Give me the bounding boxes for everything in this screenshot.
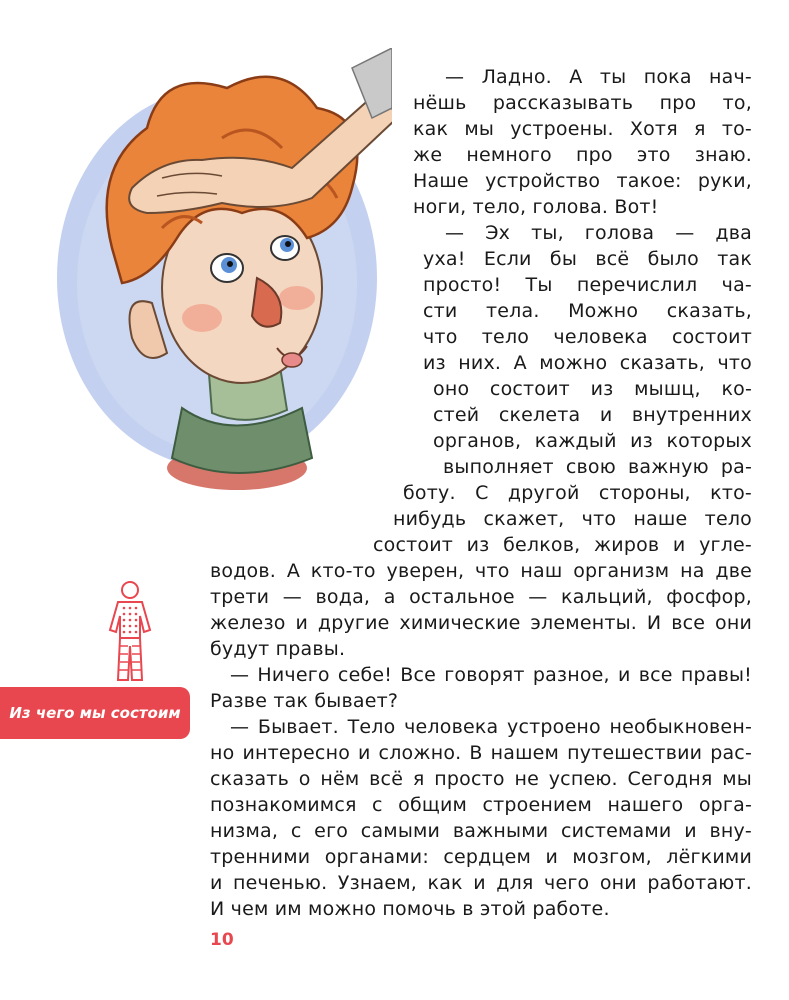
- text-line: но интересно и сложно. В нашем путешествии рас-: [210, 742, 752, 764]
- text-line: стей скелета и внутренних: [433, 404, 752, 426]
- text-line: сти тела. Можно сказать,: [423, 300, 752, 322]
- text-line: тренними органами: сердцем и мозгом, лёгкими: [210, 846, 752, 868]
- section-tab-label: Из чего мы состоим: [9, 704, 181, 722]
- text-line: — Ничего себе! Все говорят разное, и все правы!: [230, 664, 752, 686]
- text-line: оно состоит из мышц, ко-: [433, 378, 752, 400]
- text-line: состоит из белков, жиров и угле-: [373, 534, 752, 556]
- text-line: органов, каждый из которых: [433, 430, 752, 452]
- section-tab: [0, 687, 190, 739]
- text-line: же немного про это знаю.: [413, 144, 752, 166]
- boy-head-illustration: [52, 48, 392, 498]
- text-line: выполняет свою важную ра-: [443, 456, 752, 478]
- text-line: водов. А кто-то уверен, что наш организм на две: [210, 560, 752, 582]
- text-line: сказать о нём всё я просто не успею. Сегодня мы: [210, 768, 752, 790]
- text-line: И чем им можно помочь в этой работе.: [210, 898, 610, 920]
- text-line: уха! Если бы всё было так: [423, 248, 752, 270]
- text-line: познакомимся с общим строением нашего орга-: [210, 794, 752, 816]
- page-number: 10: [210, 930, 234, 950]
- text-line: — Эх ты, голова — два: [445, 222, 752, 244]
- text-line: нибудь скажет, что наше тело: [393, 508, 752, 530]
- text-line: как мы устроены. Хотя я то-: [413, 118, 752, 140]
- text-line: — Ладно. А ты пока нач-: [445, 66, 752, 88]
- text-line: низма, с его самыми важными системами и вну-: [210, 820, 752, 842]
- human-body-icon: [100, 580, 160, 685]
- text-line: боту. С другой стороны, кто-: [403, 482, 752, 504]
- text-line: нёшь рассказывать про то,: [413, 92, 752, 114]
- text-line: просто! Ты перечислил ча-: [423, 274, 752, 296]
- text-line: ноги, тело, голова. Вот!: [413, 196, 659, 218]
- text-line: трети — вода, а остальное — кальций, фосфор,: [210, 586, 752, 608]
- text-line: Разве так бывает?: [210, 690, 399, 712]
- text-line: — Бывает. Тело человека устроено необыкновен-: [230, 716, 752, 738]
- text-line: будут правы.: [210, 638, 346, 660]
- text-line: что тело человека состоит: [423, 326, 752, 348]
- text-line: из них. А можно сказать, что: [423, 352, 752, 374]
- text-line: и печенью. Узнаем, как и для чего они работают.: [210, 872, 752, 894]
- text-line: железо и другие химические элементы. И все они: [210, 612, 752, 634]
- text-line: Наше устройство такое: руки,: [413, 170, 752, 192]
